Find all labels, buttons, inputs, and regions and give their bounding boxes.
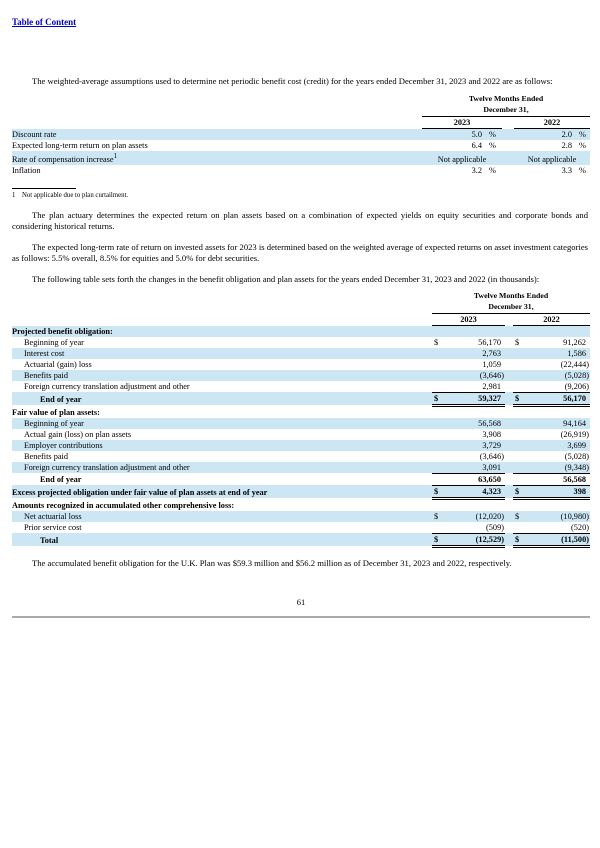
cell-pct-2023: % xyxy=(489,130,496,139)
subtotal-row xyxy=(12,473,590,485)
table-row xyxy=(12,165,590,176)
cell-value-2023: (509) xyxy=(445,522,505,534)
table-row xyxy=(12,511,590,522)
table-row xyxy=(12,381,590,393)
cell-value-2022: (5,028) xyxy=(564,451,589,461)
cell-value-2023: 63,650 xyxy=(445,473,505,485)
row-label: Expected long-term return on plan assets xyxy=(12,141,148,150)
cell-value-2023: 56,170 xyxy=(478,337,501,347)
column-header-2023: 2023 xyxy=(422,117,502,129)
row-label: Foreign currency translation adjustment and other xyxy=(24,463,190,473)
table-header-period xyxy=(12,290,590,314)
cell-value-2023: 3.2 xyxy=(471,165,482,175)
cell-value-2023: (12,020) xyxy=(475,511,504,521)
cell-dollar-2023 xyxy=(432,473,445,485)
following-table-paragraph: The following table sets forth the changes in the benefit obligation and plan assets for the years ended December 31, 2023 and 2022 (in thousands): xyxy=(32,273,540,284)
cell-value-2022: (11,500) xyxy=(526,533,590,546)
cell-dollar-2022 xyxy=(513,473,526,485)
plan-actuary-paragraph: The plan actuary determines the expected return on plan assets based on a combination of expected yields on equity securities and corporate bonds and considering historical returns. xyxy=(12,209,588,231)
cell-dollar-2022 xyxy=(513,522,526,534)
row-label: Benefits paid xyxy=(24,451,69,461)
cell-value-2022: (10,980) xyxy=(560,511,589,521)
table-row xyxy=(12,370,590,381)
accumulated-obligation-paragraph: The accumulated benefit obligation for the U.K. Plan was $59.3 million and $56.2 million as of December 31, 2023 and 2022, respectively. xyxy=(32,557,512,568)
row-label: Rate of compensation increase$^1$ xyxy=(12,153,118,164)
column-header-2023: 2023 xyxy=(432,313,505,325)
row-label: End of year xyxy=(40,395,82,405)
table-header-period xyxy=(12,93,590,117)
row-label: Employer contributions xyxy=(24,440,103,450)
cell-value-2023: 3,908 xyxy=(482,429,501,439)
cell-value-2022: (5,028) xyxy=(564,370,589,380)
period-header: Twelve Months Ended December 31, xyxy=(422,93,590,117)
row-label: Benefits paid xyxy=(24,370,69,380)
row-label: End of year xyxy=(40,475,82,485)
table-row xyxy=(12,140,590,151)
cell-value-2023: 3,729 xyxy=(482,440,501,450)
cell-value-2022: 398 xyxy=(526,485,590,498)
column-header-2022: 2022 xyxy=(513,313,590,325)
cell-value-2022: 3,699 xyxy=(567,440,586,450)
footnote-divider xyxy=(12,188,76,189)
cell-value-2022: 3.3 xyxy=(561,165,572,175)
cell-pct-2022: % xyxy=(579,130,586,139)
table-row xyxy=(12,451,590,462)
cell-value-2022: (22,444) xyxy=(560,359,589,369)
subtotal-row xyxy=(12,392,590,405)
row-label: Actuarial (gain) loss xyxy=(24,359,92,369)
cell-dollar-2022: $ xyxy=(513,533,526,546)
period-header: Twelve Months Ended December 31, xyxy=(432,290,590,314)
cell-value-2022: 1,586 xyxy=(567,348,586,358)
section-label: Fair value of plan assets: xyxy=(12,407,100,417)
cell-value-2022: (9,348) xyxy=(564,462,589,472)
cell-dollar-2023 xyxy=(432,522,445,534)
row-label: Actual gain (loss) on plan assets xyxy=(24,429,132,439)
intro-paragraph: The weighted-average assumptions used to determine net periodic benefit cost (credit) for the years ended December 31, 2023 and 2022 are as follows: xyxy=(32,76,553,86)
footnote xyxy=(12,191,590,200)
cell-dollar-2022: $ xyxy=(513,485,526,498)
cell-value-2023: 5.0 xyxy=(471,130,482,139)
cell-value-2022: 91,262 xyxy=(563,337,586,347)
row-label: Prior service cost xyxy=(24,523,82,533)
cell-value-2022: 2.8 xyxy=(561,141,572,150)
cell-pct-2022: % xyxy=(579,165,586,175)
cell-value-2022: 56,170 xyxy=(526,392,590,405)
footnote-text: Not applicable due to plan curtailment. xyxy=(22,191,129,199)
row-label: Beginning of year xyxy=(24,337,84,347)
cell-value-2023: 2,981 xyxy=(482,381,501,391)
cell-value-2023: 2,763 xyxy=(482,348,501,358)
cell-value-2022: 94,164 xyxy=(563,418,586,428)
cell-dollar-2023: $ xyxy=(434,337,439,347)
cell-pct-2023: % xyxy=(489,141,496,150)
table-row xyxy=(12,359,590,370)
table-row xyxy=(12,522,590,534)
cell-value-2023: 3,091 xyxy=(482,462,501,472)
page-divider xyxy=(12,616,590,618)
row-label: Discount rate xyxy=(12,130,57,139)
table-row xyxy=(12,429,590,440)
cell-dollar-2022: $ xyxy=(515,337,520,347)
cell-value-2023: Not applicable xyxy=(437,154,487,164)
benefit-obligation-table xyxy=(12,290,590,548)
footnote-reference: 1 xyxy=(113,153,118,160)
cell-value-2023: 56,568 xyxy=(478,418,501,428)
cell-value-2023: 59,327 xyxy=(445,392,505,405)
row-label: Net actuarial loss xyxy=(24,511,82,521)
cell-value-2022: Not applicable xyxy=(527,154,577,164)
cell-dollar-2023: $ xyxy=(432,392,445,405)
table-row xyxy=(12,418,590,429)
cell-value-2022: 2.0 xyxy=(561,130,572,139)
column-header-2022: 2022 xyxy=(514,117,590,129)
cell-pct-2022: % xyxy=(579,141,586,150)
table-header-years xyxy=(12,313,590,325)
expected-return-paragraph: The expected long-term rate of return on invested assets for 2023 is determined based on the weighted average of expected returns on asset investment categories as follows: 5.5% overall, 8.5% for equities and 5.0% for debt securities. xyxy=(12,241,588,263)
cell-dollar-2023: $ xyxy=(432,533,445,546)
cell-value-2022: (9,206) xyxy=(564,381,589,391)
table-of-content-link[interactable]: Table of Content xyxy=(12,17,77,27)
cell-value-2023: (3,646) xyxy=(479,370,504,380)
total-row xyxy=(12,533,590,546)
cell-value-2023: (3,646) xyxy=(479,451,504,461)
total-row xyxy=(12,485,590,498)
cell-value-2022: (26,919) xyxy=(560,429,589,439)
cell-value-2023: 1,059 xyxy=(482,359,501,369)
table-row xyxy=(12,151,590,165)
cell-pct-2023: % xyxy=(489,165,496,175)
cell-value-2023: 6.4 xyxy=(471,141,482,150)
section-label: Projected benefit obligation: xyxy=(12,326,113,336)
table-row xyxy=(12,129,590,141)
cell-value-2023: (12,529) xyxy=(445,533,505,546)
row-label: Total xyxy=(40,536,59,546)
row-label: Inflation xyxy=(12,165,41,175)
cell-value-2023: 4,323 xyxy=(445,485,505,498)
row-label: Interest cost xyxy=(24,348,65,358)
cell-dollar-2023: $ xyxy=(434,511,439,521)
row-label: Excess projected obligation under fair value of plan assets at end of year xyxy=(12,488,268,498)
cell-dollar-2022: $ xyxy=(513,392,526,405)
table-row xyxy=(12,462,590,474)
table-row xyxy=(12,337,590,348)
section-header-row xyxy=(12,325,590,337)
cell-dollar-2023: $ xyxy=(432,485,445,498)
page-number: 61 xyxy=(296,596,306,607)
assumptions-table xyxy=(12,93,590,176)
section-label: Amounts recognized in accumulated other comprehensive loss: xyxy=(12,500,235,510)
cell-value-2022: (520) xyxy=(526,522,590,534)
table-header-years xyxy=(12,117,590,129)
table-row xyxy=(12,440,590,451)
row-label: Foreign currency translation adjustment and other xyxy=(24,382,190,392)
footnote-number: 1 xyxy=(12,191,16,199)
row-label: Beginning of year xyxy=(24,418,84,428)
section-header-row xyxy=(12,405,590,418)
cell-value-2022: 56,568 xyxy=(526,473,590,485)
table-row xyxy=(12,348,590,359)
section-header-row xyxy=(12,498,590,511)
cell-dollar-2022: $ xyxy=(515,511,520,521)
